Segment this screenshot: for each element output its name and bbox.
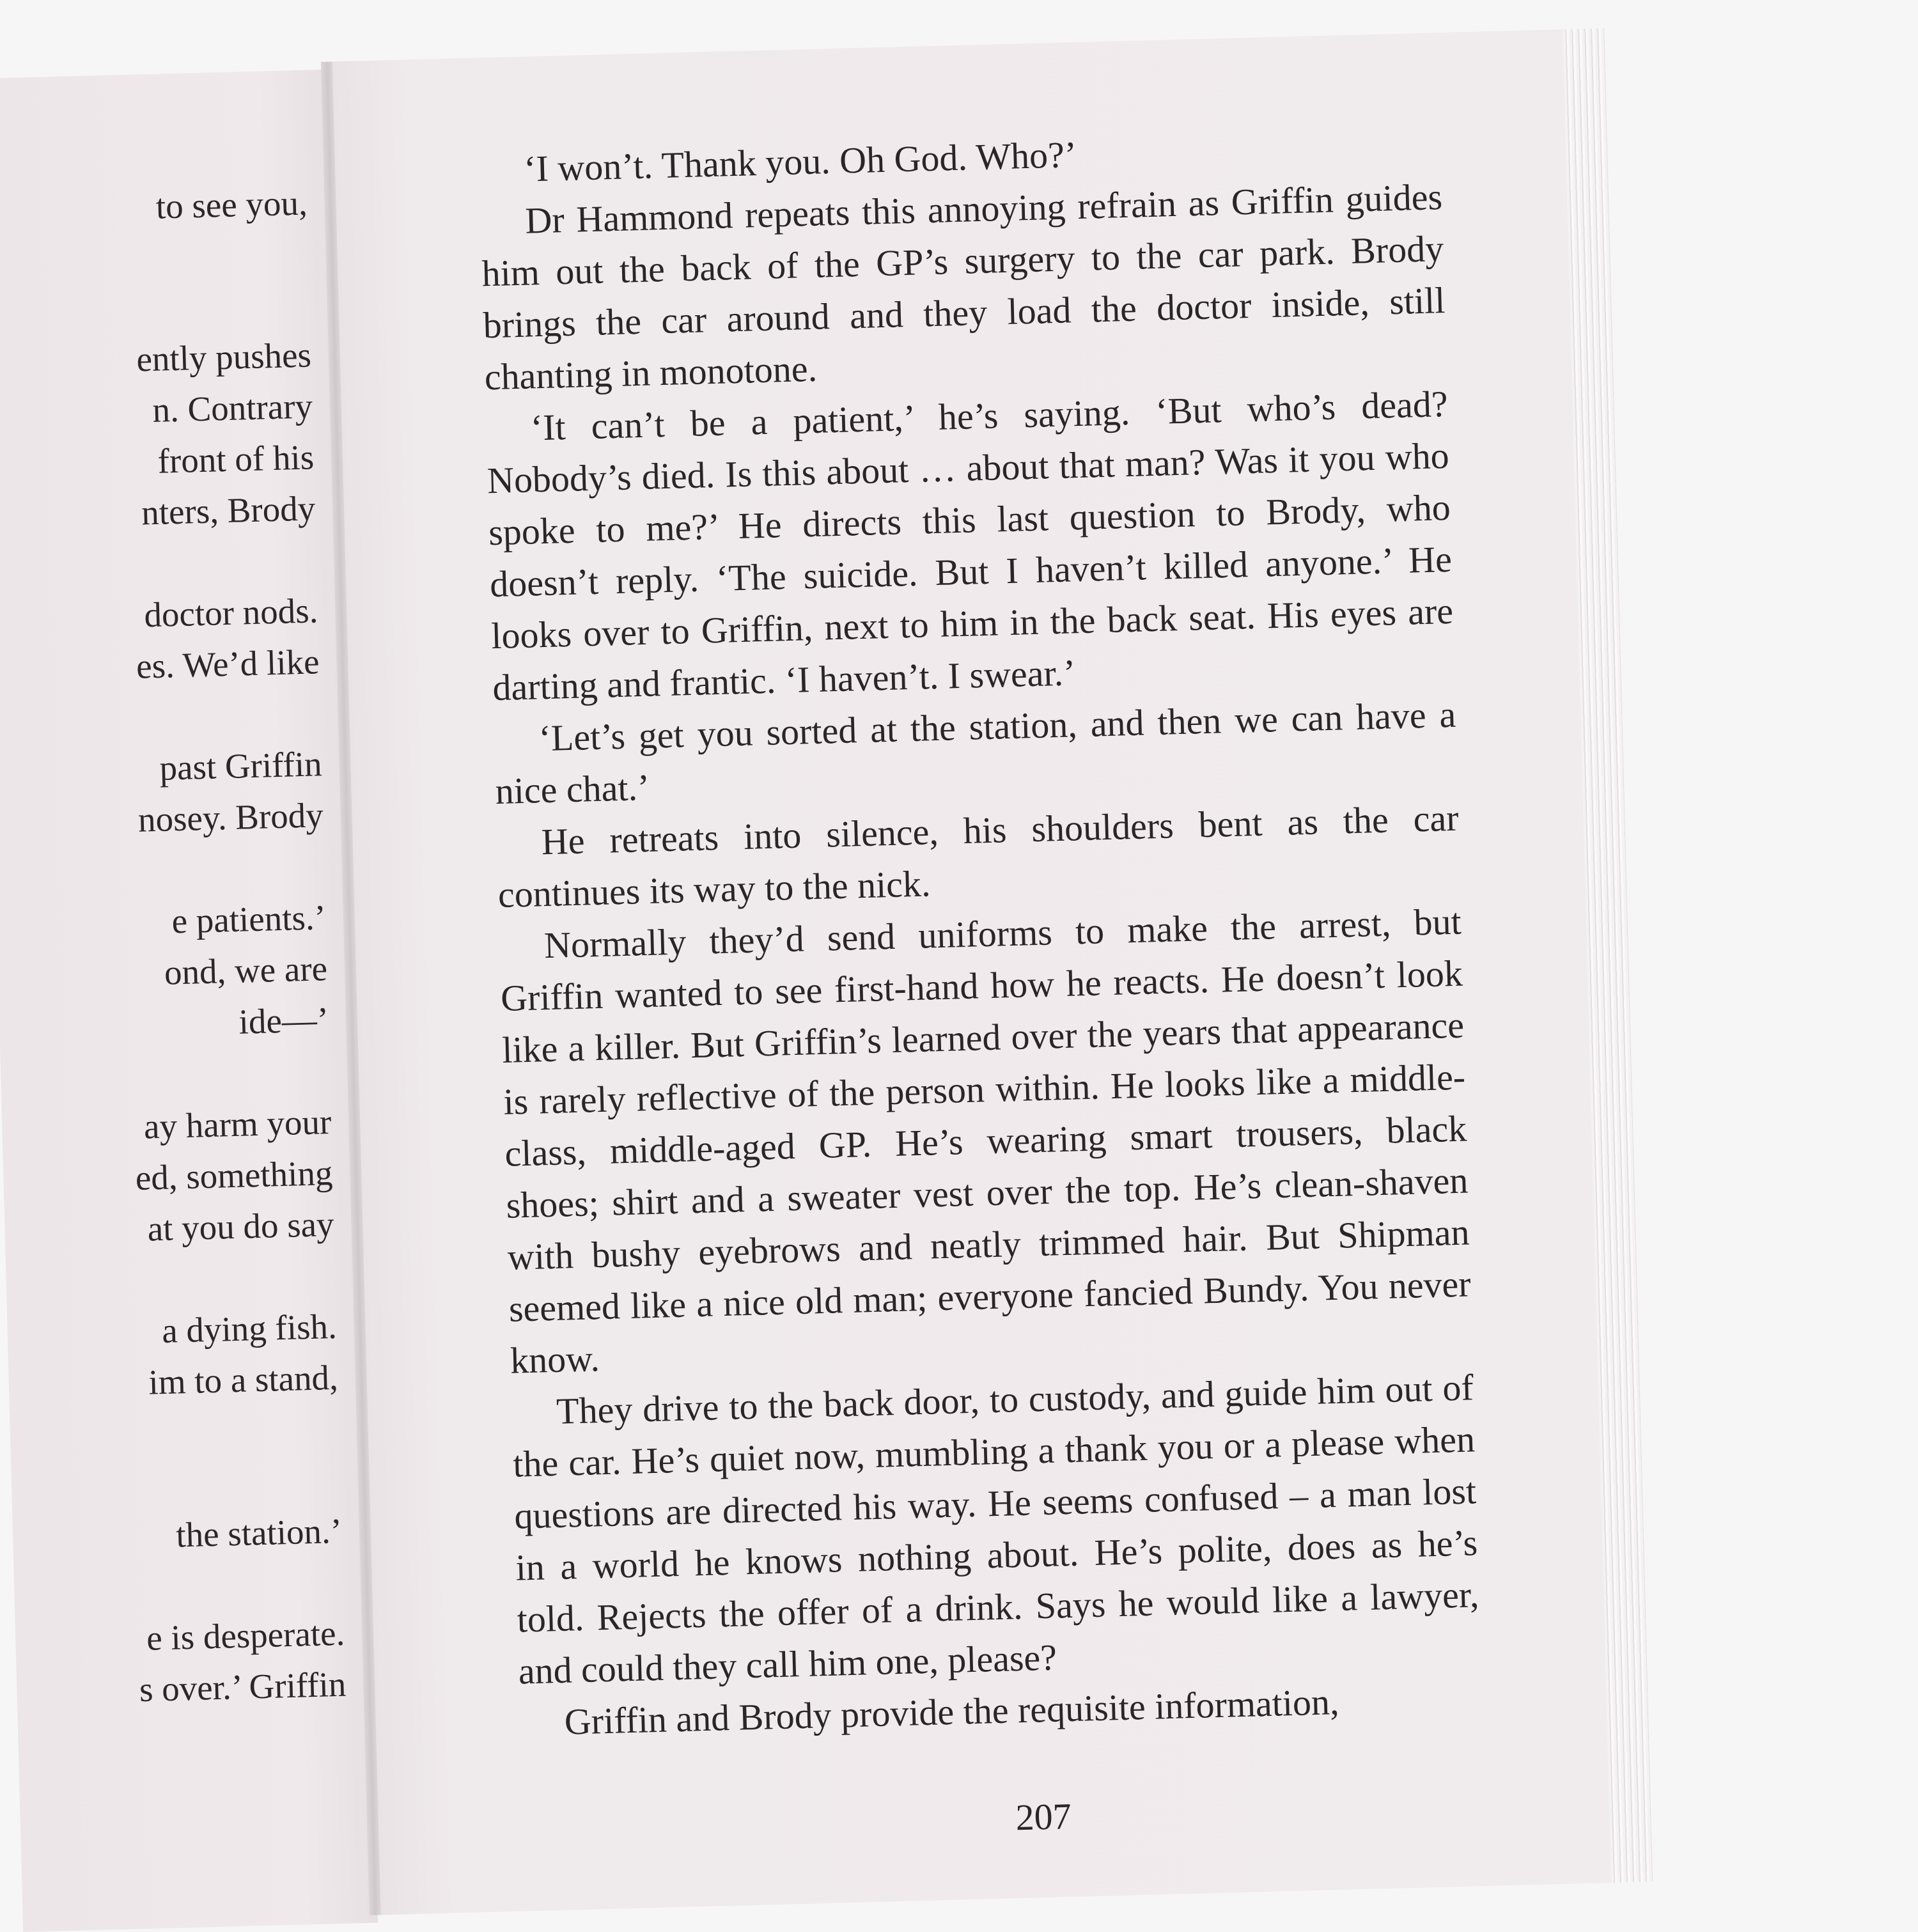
left-line: s over.’ Griffin [139, 1664, 347, 1710]
left-line: nters, Brody [141, 488, 316, 533]
paragraph: ‘Let’s get you sorted at the station, and then we can have a nice chat.’ [494, 693, 1456, 813]
left-line: nosey. Brody [137, 795, 324, 839]
page-number: 207 [1015, 1795, 1072, 1839]
paragraph: Griffin and Brody provide the requisite information, [564, 1681, 1340, 1743]
paragraph: Normally they’d send uniforms to make the arrest, but Griffin wanted to see first-hand how he reacts. He doesn’t look like a killer. But Griffin’s learned over the years that appearance is rarely reflective of the person within. He looks like a middle-class, middle-aged GP. He’s wearing smart trousers, black shoes; shirt and a sweater vest over the top. He’s clean-shaven with bushy eyebrows and neatly trimmed hair. But Shipman seemed like a nice old man; everyone fancied Bundy. You never know. [500, 900, 1472, 1382]
left-line: ond, we are [164, 949, 328, 992]
left-line: ed, something [135, 1153, 334, 1198]
left-line: ay harm your [143, 1102, 332, 1146]
paragraph: ‘It can’t be a patient,’ he’s saying. ‘But who’s dead? Nobody’s died. Is this about … about that man? Was it you who spoke to me?’ He directs this last question to Brody, who doesn’t reply. ‘The suicide. But I haven’t killed anyone.’ He looks over to Griffin, next to him in the back seat. His eyes are darting and frantic. ‘I haven’t. I swear.’ [487, 382, 1454, 709]
left-line: ide—’ [238, 1000, 329, 1041]
left-line: the station.’ [175, 1511, 343, 1555]
left-line: a dying fish. [161, 1306, 338, 1351]
left-line: to see you, [155, 183, 308, 226]
left-line: e is desperate. [146, 1613, 345, 1658]
left-line: n. Contrary [152, 386, 313, 430]
book-spread [0, 28, 1653, 1917]
left-line: front of his [157, 437, 315, 481]
left-line: e patients.’ [171, 898, 327, 941]
paragraph: They drive to the back door, to custody, and guide him out of the car. He’s quiet now, mumbling a thank you or a please when questions are directed his way. He seems confused – a man lost in a world he knows nothing about. He’s polite, does as he’s told. Rejects the offer of a drink. Says he would like a lawyer, and could they call him one, please? [512, 1366, 1480, 1692]
left-line: ently pushes [136, 335, 312, 379]
left-line: past Griffin [159, 744, 323, 788]
left-line: es. We’d like [136, 642, 320, 686]
left-line: im to a stand, [148, 1357, 339, 1402]
left-page-text [0, 70, 347, 1710]
right-page-text [478, 119, 1482, 1749]
left-line: at you do say [146, 1204, 335, 1249]
left-line: doctor nods. [143, 591, 319, 635]
paragraph: Dr Hammond repeats this annoying refrain as Griffin guides him out the back of the GP’s surgery to the car park. Brody brings the car around and they load the doctor inside, still chanting in monotone. [481, 176, 1446, 398]
paragraph: He retreats into silence, his shoulders bent as the car continues its way to the nick. [497, 797, 1460, 916]
paragraph: ‘I won’t. Thank you. Oh God. Who?’ [523, 133, 1077, 190]
left-page [0, 70, 378, 1932]
